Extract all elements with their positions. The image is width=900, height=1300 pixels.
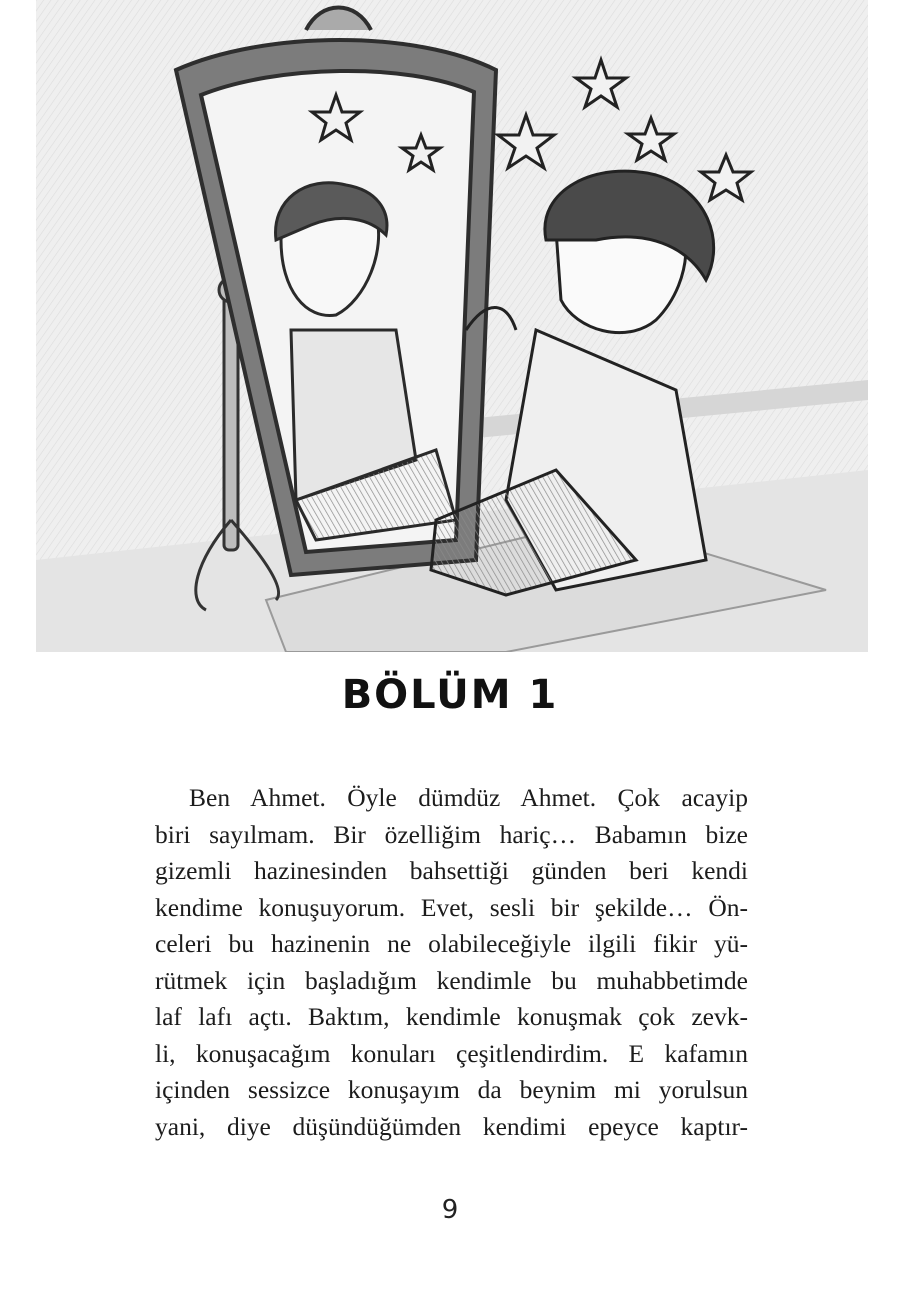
text-line: biri sayılmam. Bir özelliğim hariç… Babamın bize (155, 819, 748, 849)
text-line: rütmek için başladığım kendimle bu muhabbetimde (155, 965, 748, 995)
chapter-illustration (36, 0, 868, 652)
chapter-title: BÖLÜM 1 (341, 672, 559, 718)
text-line: Ben Ahmet. Öyle dümdüz Ahmet. Çok acayip (189, 783, 748, 812)
text-line: yani, diye düşündüğümden kendimi epeyce kaptır- (155, 1111, 748, 1141)
page-number: 9 (441, 1195, 459, 1225)
chapter-text (155, 780, 748, 1145)
text-line: celeri bu hazinenin ne olabileceğiyle ilgili fikir yü- (155, 929, 748, 958)
text-line: li, konuşacağım konuları çeşitlendirdim. E kafamın (155, 1038, 748, 1068)
text-line: gizemli hazinesinden bahsettiği günden beri kendi (155, 856, 748, 885)
text-line: kendime konuşuyorum. Evet, sesli bir şekilde… Ön- (155, 892, 748, 922)
text-line: içinden sessizce konuşayım da beynim mi yorulsun (155, 1075, 748, 1104)
text-line: laf lafı açtı. Baktım, kendimle konuşmak çok zevk- (155, 1002, 748, 1031)
